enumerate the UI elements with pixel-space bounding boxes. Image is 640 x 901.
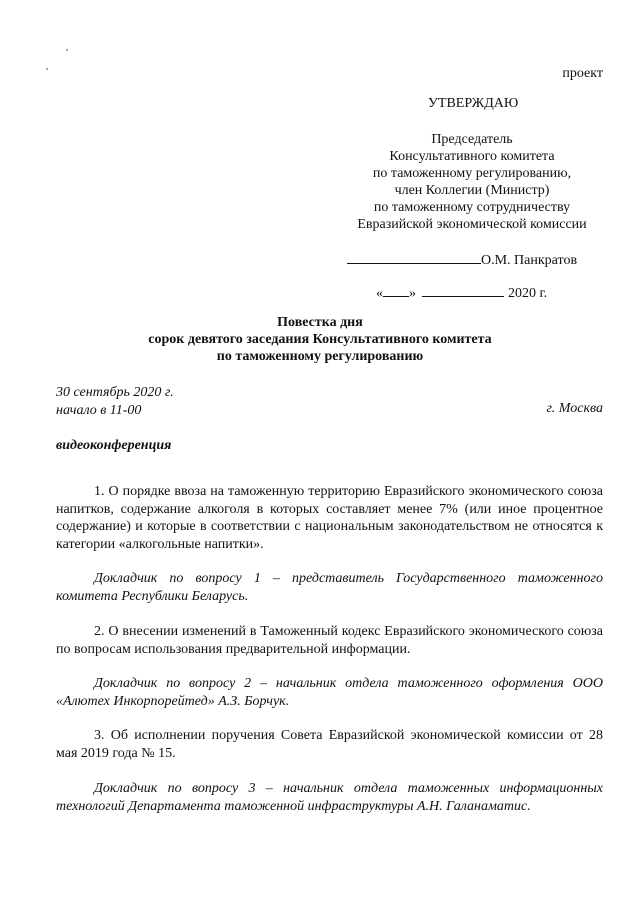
meeting-format: видеоконференция: [56, 438, 172, 453]
signature-blank: [347, 249, 481, 264]
scan-speck: [66, 49, 68, 51]
approver-block: [340, 131, 604, 233]
agenda-title-line: по таможенному регулированию: [216, 349, 424, 364]
approver-line: Евразийской экономической комиссии: [357, 217, 587, 232]
scan-speck: [46, 68, 48, 70]
month-blank: [422, 284, 504, 297]
speaker-item-3: Докладчик по вопросу 3 – начальник отдела таможенных информационных технологий Департамента таможенной инфраструктуры А.Н. Галанаматис.: [56, 781, 603, 814]
approval-heading: УТВЕРЖДАЮ: [428, 96, 519, 111]
agenda-item-3: 3. Об исполнении поручения Совета Евразийской экономической комиссии от 28 мая 2019 года № 15.: [56, 728, 603, 761]
agenda-item-2: 2. О внесении изменений в Таможенный кодекс Евразийского экономического союза по вопросам использования предварительной информации.: [56, 624, 603, 657]
meeting-date: 30 сентябрь 2020 г.: [56, 385, 174, 400]
speaker-item-2: Докладчик по вопросу 2 – начальник отдела таможенного оформления ООО «Алютех Инкорпорейтед» А.З. Борчук.: [56, 676, 603, 709]
agenda-title-line: Повестка дня: [277, 315, 363, 330]
speaker-item-1: Докладчик по вопросу 1 – представитель Государственного таможенного комитета Республики Беларусь.: [56, 571, 603, 604]
signature-line: [347, 249, 577, 269]
meeting-place: г. Москва: [546, 401, 603, 416]
date-year: 2020 г.: [508, 286, 548, 301]
meeting-datetime: [56, 384, 174, 420]
date-open-quote: «: [376, 286, 383, 301]
day-blank: [383, 284, 409, 297]
approver-line: Консультативного комитета: [389, 149, 555, 164]
meeting-start: начало в 11-00: [56, 403, 142, 418]
approver-line: по таможенному сотрудничеству: [373, 200, 571, 215]
document-status: проект: [562, 66, 603, 81]
agenda-title-line: сорок девятого заседания Консультативного комитета: [148, 332, 492, 347]
agenda-item-1: 1. О порядке ввоза на таможенную территорию Евразийского экономического союза напитков, содержание алкоголя в которых составляет менее 7% (или иное процентное содержание) и которые в соответствии с национальным законодательством не относятся к категории «алкогольные напитки».: [56, 484, 603, 552]
approval-date-line: [376, 284, 547, 302]
signatory-name: О.М. Панкратов: [481, 253, 578, 268]
date-close-quote: »: [409, 286, 416, 301]
agenda-title: [90, 314, 550, 365]
approver-line: по таможенному регулированию,: [372, 166, 572, 181]
approver-line: Председатель: [431, 132, 513, 147]
approver-line: член Коллегии (Министр): [394, 183, 550, 198]
